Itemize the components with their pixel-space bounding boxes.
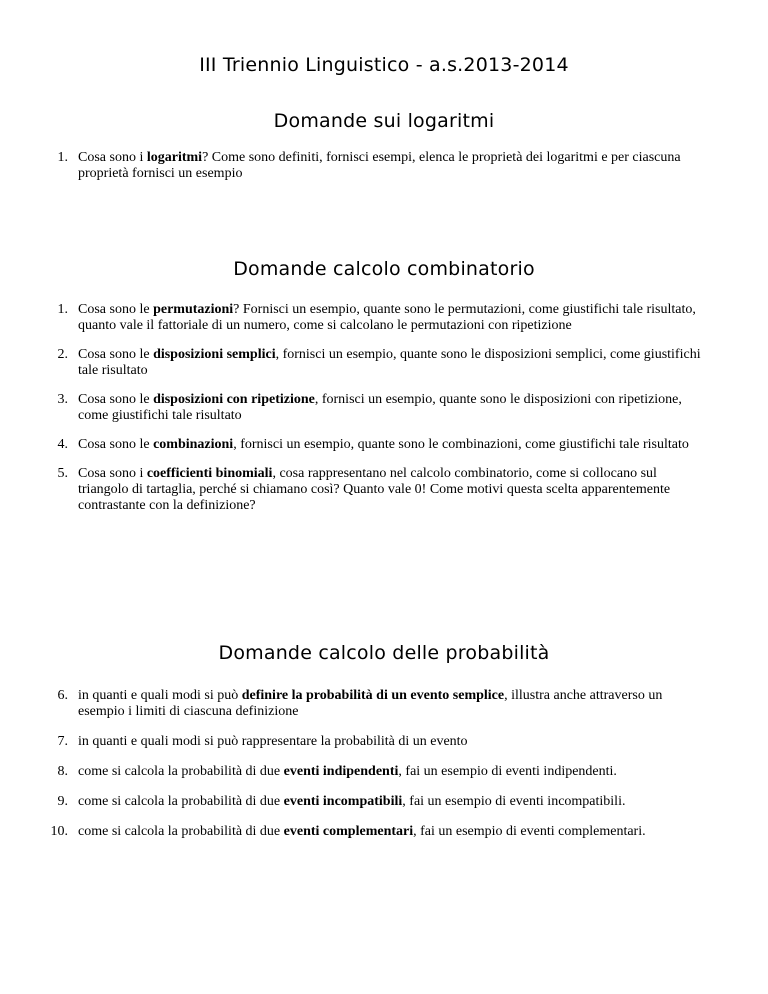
section-heading-combinatorio: Domande calcolo combinatorio bbox=[233, 258, 535, 280]
question-text: Cosa sono le bbox=[78, 302, 154, 317]
question-item bbox=[0, 347, 768, 379]
question-text: , fornisci un esempio, quante sono le disposizioni con ripetizione, come giustifichi tale risultato bbox=[78, 392, 682, 423]
question-keyword: eventi incompatibili bbox=[283, 794, 403, 809]
question-text: come si calcola la probabilità di due bbox=[78, 794, 284, 809]
question-text: ? Fornisci un esempio, quante sono le permutazioni, come giustifichi tale risultato, quanto vale il fattoriale di un numero, come si calcolano le permutazioni con ripetizione bbox=[78, 302, 696, 333]
question-text: Cosa sono i bbox=[78, 466, 147, 481]
question-text: come si calcola la probabilità di due bbox=[78, 824, 284, 839]
question-text: Cosa sono le bbox=[78, 347, 154, 362]
question-keyword: combinazioni bbox=[153, 437, 234, 452]
question-item bbox=[0, 688, 768, 720]
question-text: , cosa rappresentano nel calcolo combinatorio, come si collocano sul triangolo di tartaglia, perché si chiamano così? Quanto vale 0! Come motivi questa scelta apparentemente contrastante con la definizione? bbox=[78, 466, 671, 513]
question-text: , fornisci un esempio, quante sono le disposizioni semplici, come giustifichi tale risultato bbox=[78, 347, 701, 378]
question-keyword: coefficienti binomiali bbox=[146, 466, 273, 481]
question-number: 1. bbox=[57, 150, 68, 165]
question-text: Cosa sono le bbox=[78, 392, 154, 407]
question-number: 8. bbox=[57, 764, 68, 779]
question-text: come si calcola la probabilità di due bbox=[78, 764, 284, 779]
question-list-logaritmi bbox=[0, 150, 768, 182]
question-text: in quanti e quali modi si può rappresentare la probabilità di un evento bbox=[78, 734, 468, 749]
question-item bbox=[0, 794, 768, 810]
question-text: in quanti e quali modi si può bbox=[78, 688, 242, 703]
question-text: , fornisci un esempio, quante sono le combinazioni, come giustifichi tale risultato bbox=[233, 437, 689, 452]
question-number: 7. bbox=[57, 734, 68, 749]
question-number: 5. bbox=[57, 466, 68, 481]
question-keyword: permutazioni bbox=[153, 302, 234, 317]
question-item bbox=[0, 824, 768, 840]
question-number: 10. bbox=[50, 824, 68, 839]
question-text: Cosa sono i bbox=[78, 150, 147, 165]
question-item bbox=[0, 466, 768, 514]
question-keyword: definire la probabilità di un evento semplice bbox=[241, 688, 505, 703]
question-number: 6. bbox=[57, 688, 68, 703]
question-number: 9. bbox=[57, 794, 68, 809]
question-text: , fai un esempio di eventi indipendenti. bbox=[398, 764, 617, 779]
question-list-probabilita bbox=[0, 688, 768, 854]
question-number: 2. bbox=[57, 347, 68, 362]
question-text: , fai un esempio di eventi complementari. bbox=[413, 824, 646, 839]
document-title: III Triennio Linguistico - a.s.2013-2014 bbox=[199, 54, 569, 76]
question-text: , fai un esempio di eventi incompatibili. bbox=[402, 794, 626, 809]
question-number: 1. bbox=[57, 302, 68, 317]
question-keyword: logaritmi bbox=[146, 150, 203, 165]
question-keyword: disposizioni semplici bbox=[153, 347, 276, 362]
question-keyword: disposizioni con ripetizione bbox=[153, 392, 315, 407]
question-item bbox=[0, 392, 768, 424]
question-item bbox=[0, 764, 768, 780]
question-item bbox=[0, 734, 768, 750]
question-number: 3. bbox=[57, 392, 68, 407]
question-keyword: eventi indipendenti bbox=[283, 764, 399, 779]
section-heading-logaritmi: Domande sui logaritmi bbox=[273, 110, 495, 132]
question-number: 4. bbox=[57, 437, 68, 452]
question-list-combinatorio bbox=[0, 302, 768, 527]
question-text: ? Come sono definiti, fornisci esempi, elenca le proprietà dei logaritmi e per ciascuna proprietà fornisci un esempio bbox=[78, 150, 681, 181]
question-keyword: eventi complementari bbox=[283, 824, 414, 839]
section-heading-probabilita: Domande calcolo delle probabilità bbox=[218, 642, 550, 664]
question-text: Cosa sono le bbox=[78, 437, 154, 452]
question-item bbox=[0, 437, 768, 453]
question-item bbox=[0, 302, 768, 334]
question-item bbox=[0, 150, 768, 182]
question-text: , illustra anche attraverso un esempio i limiti di ciascuna definizione bbox=[78, 688, 663, 719]
